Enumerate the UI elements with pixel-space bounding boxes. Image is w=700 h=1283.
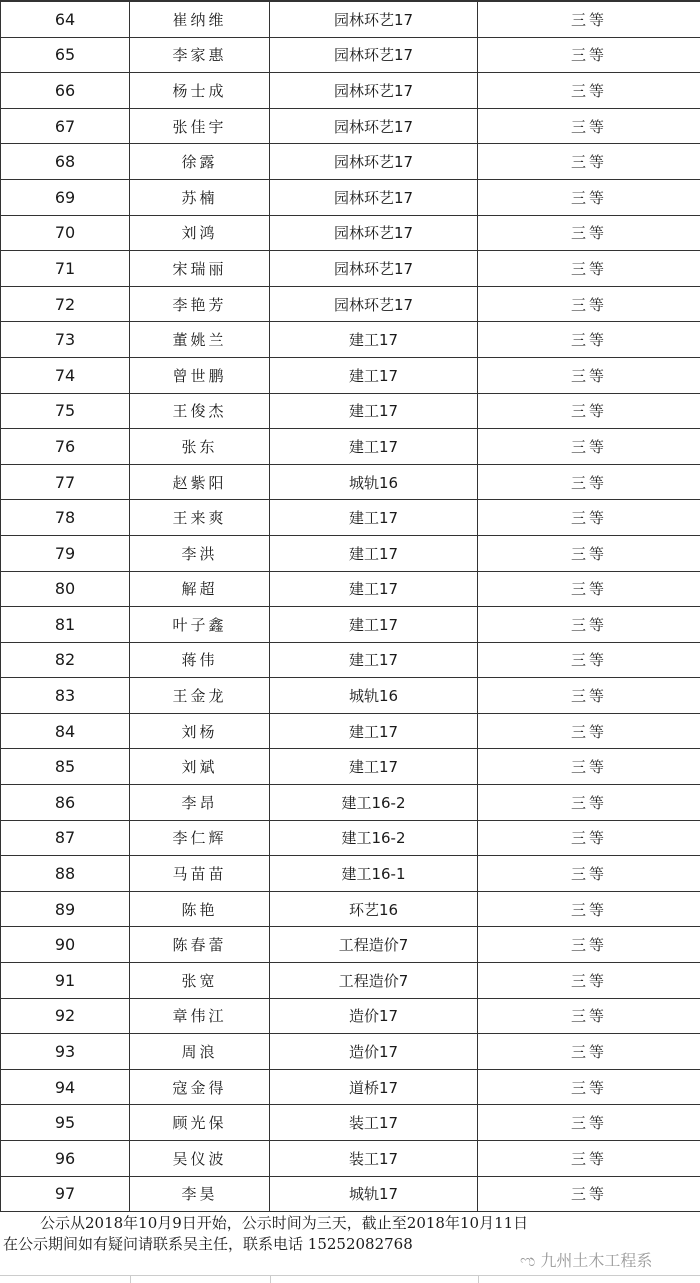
award-level: 三等	[570, 829, 607, 848]
table-row	[0, 109, 700, 145]
notice-footer	[0, 1210, 700, 1282]
table-row	[0, 144, 700, 180]
row-number: 73	[0, 322, 130, 357]
table-row	[0, 963, 700, 999]
class-name: 园林环艺17	[270, 251, 478, 286]
class-name: 园林环艺17	[270, 2, 478, 37]
award-level: 三等	[570, 224, 607, 243]
award-level: 三等	[570, 331, 607, 350]
row-number: 80	[0, 572, 130, 607]
row-number: 71	[0, 251, 130, 286]
award-level: 三等	[570, 402, 607, 421]
award-level: 三等	[570, 509, 607, 528]
watermark-text: 九州土木工程系	[540, 1251, 653, 1270]
award-level: 三等	[570, 117, 607, 136]
class-name: 城轨16	[270, 465, 478, 500]
student-name: 赵紫阳	[130, 465, 270, 500]
student-name: 刘斌	[130, 749, 270, 784]
class-name: 建工16-1	[270, 856, 478, 891]
table-row	[0, 856, 700, 892]
student-name: 苏楠	[130, 180, 270, 215]
award-level: 三等	[570, 188, 607, 207]
row-number: 91	[0, 963, 130, 998]
class-name: 建工17	[270, 500, 478, 535]
table-row	[0, 465, 700, 501]
notice-contact-text: 在公示期间如有疑问请联系吴主任，联系电话 15252082768	[3, 1235, 413, 1253]
award-level: 三等	[570, 259, 607, 278]
table-row	[0, 1034, 700, 1070]
award-level: 三等	[570, 473, 607, 492]
student-name: 王来爽	[130, 500, 270, 535]
table-row	[0, 216, 700, 252]
table-row	[0, 749, 700, 785]
class-name: 城轨16	[270, 678, 478, 713]
class-name: 工程造价7	[270, 927, 478, 962]
student-name: 吴仪波	[130, 1141, 270, 1176]
award-level: 三等	[570, 1185, 607, 1204]
class-name: 工程造价7	[270, 963, 478, 998]
row-number: 64	[0, 2, 130, 37]
award-level: 三等	[570, 758, 607, 777]
notice-period-text: 公示从2018年10月9日开始，公示时间为三天，截止至2018年10月11日	[40, 1214, 529, 1232]
award-level: 三等	[570, 865, 607, 884]
student-name: 李昊	[130, 1177, 270, 1212]
row-number: 94	[0, 1070, 130, 1105]
student-name: 杨士成	[130, 73, 270, 108]
student-name: 周浪	[130, 1034, 270, 1069]
student-name: 李仁辉	[130, 821, 270, 856]
row-number: 85	[0, 749, 130, 784]
row-number: 65	[0, 38, 130, 73]
student-name: 陈春蕾	[130, 927, 270, 962]
table-row	[0, 607, 700, 643]
row-number: 79	[0, 536, 130, 571]
class-name: 建工17	[270, 643, 478, 678]
row-number: 72	[0, 287, 130, 322]
class-name: 环艺16	[270, 892, 478, 927]
row-number: 66	[0, 73, 130, 108]
class-name: 园林环艺17	[270, 180, 478, 215]
table-row	[0, 572, 700, 608]
student-name: 马苗苗	[130, 856, 270, 891]
student-name: 陈艳	[130, 892, 270, 927]
class-name: 园林环艺17	[270, 73, 478, 108]
row-number: 86	[0, 785, 130, 820]
student-name: 李艳芳	[130, 287, 270, 322]
row-number: 69	[0, 180, 130, 215]
table-row	[0, 251, 700, 287]
row-number: 84	[0, 714, 130, 749]
row-number: 90	[0, 927, 130, 962]
table-row	[0, 180, 700, 216]
table-row	[0, 536, 700, 572]
table-row	[0, 892, 700, 928]
award-level: 三等	[570, 936, 607, 955]
student-name: 张东	[130, 429, 270, 464]
student-name: 寇金得	[130, 1070, 270, 1105]
award-level: 三等	[570, 615, 607, 634]
row-number: 89	[0, 892, 130, 927]
award-level: 三等	[570, 437, 607, 456]
row-number: 81	[0, 607, 130, 642]
award-level: 三等	[570, 544, 607, 563]
table-row	[0, 2, 700, 38]
award-level: 三等	[570, 971, 607, 990]
table-row	[0, 358, 700, 394]
table-row	[0, 394, 700, 430]
row-number: 74	[0, 358, 130, 393]
class-name: 建工17	[270, 536, 478, 571]
table-row	[0, 287, 700, 323]
class-name: 园林环艺17	[270, 216, 478, 251]
student-name: 张宽	[130, 963, 270, 998]
student-name: 李昂	[130, 785, 270, 820]
class-name: 建工16-2	[270, 785, 478, 820]
row-number: 97	[0, 1177, 130, 1212]
row-number: 83	[0, 678, 130, 713]
table-row	[0, 429, 700, 465]
class-name: 建工17	[270, 429, 478, 464]
award-level: 三等	[570, 1043, 607, 1062]
award-level: 三等	[570, 1149, 607, 1168]
student-name: 宋瑞丽	[130, 251, 270, 286]
award-level: 三等	[570, 46, 607, 65]
student-name: 崔纳维	[130, 2, 270, 37]
class-name: 造价17	[270, 1034, 478, 1069]
row-number: 88	[0, 856, 130, 891]
row-number: 87	[0, 821, 130, 856]
class-name: 园林环艺17	[270, 109, 478, 144]
row-number: 77	[0, 465, 130, 500]
table-row	[0, 927, 700, 963]
table-row	[0, 500, 700, 536]
student-name: 王俊杰	[130, 394, 270, 429]
award-level: 三等	[570, 580, 607, 599]
class-name: 园林环艺17	[270, 144, 478, 179]
class-name: 建工17	[270, 358, 478, 393]
class-name: 装工17	[270, 1141, 478, 1176]
award-level: 三等	[570, 295, 607, 314]
class-name: 建工16-2	[270, 821, 478, 856]
row-number: 67	[0, 109, 130, 144]
class-name: 道桥17	[270, 1070, 478, 1105]
award-level: 三等	[570, 81, 607, 100]
table-row	[0, 1141, 700, 1177]
table-row	[0, 1177, 700, 1213]
row-number: 75	[0, 394, 130, 429]
table-row	[0, 73, 700, 109]
table-row	[0, 38, 700, 74]
student-name: 徐露	[130, 144, 270, 179]
table-row	[0, 643, 700, 679]
class-name: 装工17	[270, 1105, 478, 1140]
class-name: 建工17	[270, 749, 478, 784]
row-number: 93	[0, 1034, 130, 1069]
student-name: 解超	[130, 572, 270, 607]
student-name: 王金龙	[130, 678, 270, 713]
table-row	[0, 1105, 700, 1141]
class-name: 建工17	[270, 572, 478, 607]
student-name: 刘杨	[130, 714, 270, 749]
student-name: 顾光保	[130, 1105, 270, 1140]
row-number: 68	[0, 144, 130, 179]
student-name: 蒋伟	[130, 643, 270, 678]
row-number: 82	[0, 643, 130, 678]
student-name: 李家惠	[130, 38, 270, 73]
student-name: 董姚兰	[130, 322, 270, 357]
table-row	[0, 322, 700, 358]
table-row	[0, 678, 700, 714]
table-row	[0, 1070, 700, 1106]
student-name: 张佳宇	[130, 109, 270, 144]
award-level: 三等	[570, 687, 607, 706]
row-number: 96	[0, 1141, 130, 1176]
award-level: 三等	[570, 366, 607, 385]
award-level: 三等	[570, 10, 607, 29]
class-name: 建工17	[270, 322, 478, 357]
row-number: 95	[0, 1105, 130, 1140]
class-name: 城轨17	[270, 1177, 478, 1212]
table-row	[0, 714, 700, 750]
student-name: 刘鸿	[130, 216, 270, 251]
table-row	[0, 785, 700, 821]
row-number: 76	[0, 429, 130, 464]
table-row	[0, 821, 700, 857]
class-name: 造价17	[270, 999, 478, 1034]
table-row	[0, 999, 700, 1035]
award-level: 三等	[570, 793, 607, 812]
award-level: 三等	[570, 153, 607, 172]
award-level: 三等	[570, 1078, 607, 1097]
watermark	[520, 1248, 652, 1271]
student-name: 叶子鑫	[130, 607, 270, 642]
row-number: 70	[0, 216, 130, 251]
class-name: 园林环艺17	[270, 287, 478, 322]
class-name: 建工17	[270, 714, 478, 749]
student-name: 章伟江	[130, 999, 270, 1034]
row-number: 78	[0, 500, 130, 535]
award-level: 三等	[570, 651, 607, 670]
class-name: 建工17	[270, 394, 478, 429]
class-name: 建工17	[270, 607, 478, 642]
award-level: 三等	[570, 1114, 607, 1133]
award-level: 三等	[570, 1007, 607, 1026]
class-name: 园林环艺17	[270, 38, 478, 73]
award-level: 三等	[570, 722, 607, 741]
award-level: 三等	[570, 900, 607, 919]
wechat-icon: ಌ	[520, 1251, 536, 1270]
student-name: 李洪	[130, 536, 270, 571]
student-name: 曾世鹏	[130, 358, 270, 393]
row-number: 92	[0, 999, 130, 1034]
